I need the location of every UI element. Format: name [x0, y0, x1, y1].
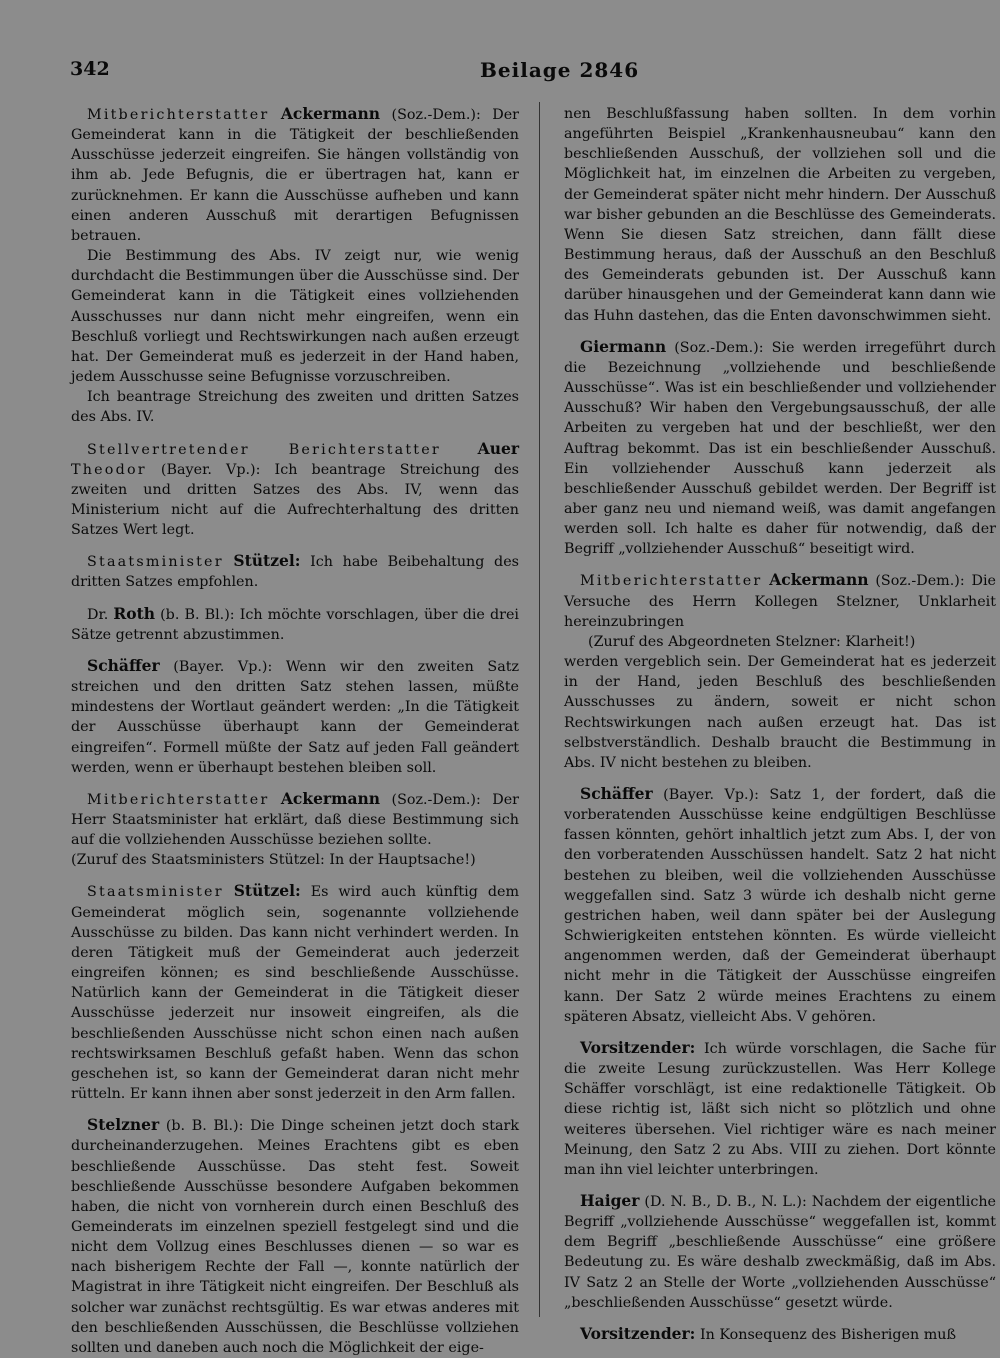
speaker-role: Staatsminister: [87, 554, 224, 571]
paragraph-text: Die Bestimmung des Abs. IV zeigt nur, wie wenig durchdacht die Bestimmungen über die Ausschüsse sind. Der Gemeinderat kann in die Tätigkeit eines vollziehenden Ausschusses nur dann nicht mehr eingreifen, wenn ein Beschluß vorliegt und Rechtswirkungen nach außen erzeugt hat. Der Gemeinderat muß es jederzeit in der Hand haben, jedem Ausschusse seine Befugnisse vorzuschreiben.: [71, 248, 519, 386]
speaker-party: (D. N. B., D. B., N. L.):: [639, 1193, 807, 1210]
speaker-party: (Bayer. Vp.):: [159, 658, 273, 675]
page-number: 342: [70, 58, 110, 80]
speaker-name: Stützel:: [233, 881, 301, 901]
speaker-party: (b. B. Bl.):: [159, 1118, 244, 1135]
paragraph: [71, 551, 519, 592]
speaker-name: Haiger: [580, 1190, 640, 1210]
interjection: [564, 632, 996, 652]
paragraph: [564, 570, 996, 631]
paragraph-text: Die Versuche des Herrn Kollegen Stelzner, Unklarheit hereinzubringen: [564, 573, 996, 630]
speaker-name: Stelzner: [87, 1115, 160, 1135]
paragraph: [71, 656, 519, 778]
speaker-party: (Soz.-Dem.):: [868, 573, 965, 590]
paragraph-text: Ich würde vorschlagen, die Sache für die zweite Lesung zurückzustellen. Was Herr Kollege Schäffer vorschlägt, ist eine redaktionelle Tätigkeit. Ob diese richtig ist, läßt sich nicht so plötzlich und ohne weiteres übersehen. Viel richtiger wäre es nach meiner Meinung, den Satz 2 zu Abs. VIII zu ziehen. Dort könnte man ihn viel leichter unterbringen.: [564, 1040, 996, 1178]
paragraph: [564, 784, 996, 1027]
left-column: [71, 104, 519, 1358]
paragraph: [71, 1115, 519, 1358]
speaker-name: Stützel:: [233, 551, 301, 571]
paragraph-text: nen Beschlußfassung haben sollten. In dem vorhin angeführten Beispiel „Krankenhausneubau“ kann den beschließenden Ausschuß, der vollziehen soll und die Möglichkeit hat, im einzelnen die Arbeiten zu vergeben, der Gemeinderat später nicht mehr hindern. Der Ausschuß war bisher gebunden an die Beschlüsse des Gemeinderats. Wenn Sie diesen Satz streichen, dann fällt diese Bestimmung heraus, daß der Ausschuß an den Beschluß des Gemeinderats gebunden ist. Der Ausschuß kann darüber hinausgehen und der Gemeinderat kann dann wie das Huhn dastehen, das die Enten davonschwimmen sieht.: [564, 106, 996, 324]
speaker-name: Vorsitzender:: [580, 1037, 696, 1057]
speaker-party: (Soz.-Dem.):: [666, 339, 764, 356]
paragraph: [71, 104, 519, 246]
paragraph-text: (Zuruf des Staatsministers Stützel: In der Hauptsache!): [71, 852, 476, 869]
speaker-name: Vorsitzender:: [580, 1323, 696, 1343]
running-title: Beilage 2846: [480, 58, 640, 82]
paragraph-text: Der Gemeinderat kann in die Tätigkeit der beschließenden Ausschüsse jederzeit eingreifen. Sie hängen vollständig von ihm ab. Jede Befugnis, die er übertragen hat, kann er zurücknehmen. Er kann die Ausschüsse aufheben und kann einen anderen Ausschuß mit derartigen Befugnissen betrauen.: [71, 107, 519, 244]
speaker-first-name: Theodor: [71, 461, 147, 478]
speaker-name: Ackermann: [769, 570, 869, 590]
paragraph: [564, 1038, 996, 1180]
speaker-role: Mitberichterstatter: [580, 573, 763, 590]
right-column: [564, 104, 996, 1345]
paragraph: [71, 789, 519, 850]
page-header: [70, 58, 930, 88]
speaker-name: Schäffer: [87, 655, 160, 675]
paragraph: [71, 439, 519, 541]
speaker-name: Giermann: [580, 336, 667, 356]
speaker-role: Staatsminister: [87, 884, 224, 901]
speaker-party: (Bayer. Vp.):: [652, 787, 759, 803]
paragraph: [564, 1191, 996, 1313]
paragraph: [564, 652, 996, 773]
paragraph-text: Ich möchte vorschlagen, über die drei Sätze getrennt abzustimmen.: [71, 606, 519, 643]
speaker-name: Roth: [113, 603, 156, 623]
paragraph-text: Die Dinge scheinen jetzt doch stark durcheinanderzugehen. Meines Erachtens gibt es eben beschließende Ausschüsse. Das steht fest. Soweit beschließende Ausschüsse besondere Aufgaben bekommen haben, die nicht von vornherein durch einen Beschluß des Gemeinderats im einzelnen speziell festgelegt sind und die nicht dem Vollzug eines Beschlusses dienen — so war es nach bisherigem Rechte der Fall —, konnte natürlich der Magistrat in ihre Tätigkeit nicht eingreifen. Der Beschluß als solcher war zunächst rechtsgültig. Es war etwas anderes mit den beschließenden Ausschüssen, die Beschlüsse vollziehen sollten und daneben auch noch die Möglichkeit der eige-: [71, 1118, 520, 1356]
speaker-name: Ackermann: [280, 104, 381, 123]
paragraph-text: Ich beantrage Streichung des zweiten und dritten Satzes des Abs. IV.: [71, 389, 519, 426]
speaker-role: Mitberichterstatter: [87, 791, 270, 808]
speaker-prefix: Dr.: [87, 606, 114, 623]
paragraph: [71, 387, 519, 427]
paragraph-text: Ich habe Beibehaltung des dritten Satzes empfohlen.: [71, 554, 520, 591]
speaker-party: (Soz.-Dem.):: [380, 791, 481, 808]
paragraph-text: Sie werden irregeführt durch die Bezeichnung „vollziehende und beschließende Ausschüsse“. Was ist ein beschließender und vollziehender Ausschuß? Wir haben den Vergebungsausschuß, der alle Arbeiten zu vergeben hat und der beschließt, wer den Auftrag bekommt. Das ist ein beschließender Ausschuß. Ein vollziehender Ausschuß kann jederzeit als beschließender Ausschuß gebildet werden. Der Begriff ist aber ganz neu und niemand weiß, was damit angefangen werden soll. Ich halte es daher für notwendig, daß der Begriff „vollziehender Ausschuß“ beseitigt wird.: [564, 339, 997, 558]
speaker-name: Schäffer: [580, 784, 653, 803]
interjection: [71, 850, 519, 870]
speaker-name: Ackermann: [280, 788, 381, 808]
speaker-party: (Bayer. Vp.):: [146, 461, 261, 478]
paragraph-text: Ich beantrage Streichung des zweiten und dritten Satzes des Abs. IV, wenn das Ministerium nicht auf die Aufrechterhaltung des dritten Satzes Wert legt.: [71, 461, 519, 539]
paragraph: [564, 337, 996, 560]
paragraph-text: Es wird auch künftig dem Gemeinderat möglich sein, sogenannte vollziehende Ausschüsse zu bilden. Das kann nicht verhindert werden. In deren Tätigkeit muß der Gemeinderat auch jederzeit eingreifen können; es sind beschließende Ausschüsse. Natürlich kann der Gemeinderat in die Tätigkeit dieser Ausschüsse jederzeit nur insoweit eingreifen, als die beschließenden Ausschüsse nicht schon einen nach außen rechtswirksamen Beschluß gefaßt haben. Wenn das schon geschehen ist, so kann der Gemeinderat daran nicht mehr rütteln. Er kann ihnen aber sonst jederzeit in den Arm fallen.: [71, 884, 520, 1103]
speaker-name: Auer: [477, 438, 519, 458]
column-divider: [539, 102, 540, 1317]
speaker-role: Stellvertretender Berichterstatter: [87, 441, 441, 458]
paragraph-text: Der Herr Staatsminister hat erklärt, daß diese Bestimmung sich auf die vollziehenden Ausschüsse beziehen sollte.: [71, 791, 519, 849]
paragraph: [564, 104, 996, 326]
paragraph-text: Wenn wir den zweiten Satz streichen und den dritten Satz stehen lassen, müßte mindestens der Wortlaut geändert werden: „In die Tätigkeit der Ausschüsse überhaupt kann der Gemeinderat eingreifen“. Formell müßte der Satz auf jeden Fall geändert werden, wenn er überhaupt bestehen bleiben soll.: [71, 658, 520, 776]
speaker-party: (b. B. Bl.):: [155, 606, 235, 623]
paragraph: [71, 881, 519, 1104]
speaker-party: (Soz.-Dem.):: [380, 107, 481, 123]
paragraph-text: werden vergeblich sein. Der Gemeinderat hat es jederzeit in der Hand, jeden Beschluß des beschließenden Ausschusses zu ändern, soweit er nicht schon Rechtswirkungen nach außen erzeugt hat. Das ist selbstverständlich. Deshalb braucht die Bestimmung in Abs. IV nicht bestehen zu bleiben.: [564, 654, 996, 771]
paragraph-text: (Zuruf des Abgeordneten Stelzner: Klarheit!): [588, 633, 916, 650]
paragraph-text: In Konsequenz des Bisherigen muß: [695, 1326, 957, 1343]
paragraph-text: Nachdem der eigentliche Begriff „vollziehende Ausschüsse“ weggefallen ist, kommt dem Begriff „beschließende Ausschüsse“ eine größere Bedeutung zu. Es wäre deshalb zweckmäßig, daß im Abs. IV Satz 2 an Stelle der Worte „vollziehenden Ausschüsse“ „beschließenden Ausschüsse“ gesetzt würde.: [564, 1193, 996, 1311]
paragraph: [564, 1324, 996, 1345]
paragraph: [71, 604, 519, 645]
paragraph: [71, 246, 519, 387]
speaker-role: Mitberichterstatter: [87, 107, 270, 123]
paragraph-text: Satz 1, der fordert, daß die vorberatenden Ausschüsse keine endgültigen Beschlüsse fassen könnten, gehört inhaltlich jetzt zum Abs. I, der von den vorberatenden Ausschüssen handelt. Satz 2 hat nicht bestehen zu bleiben, weil die vollziehenden Ausschüsse weggefallen sind. Satz 3 würde ich deshalb nicht gerne gestrichen haben, weil dann später bei der Auslegung Schwierigkeiten entstehen könnten. Es würde vielleicht angenommen werden, daß der Gemeinderat überhaupt nicht mehr in die Tätigkeit der Ausschüsse eingreifen kann. Der Satz 2 würde meines Erachtens zu einem späteren Absatz, vielleicht Abs. V gehören.: [564, 787, 996, 1025]
